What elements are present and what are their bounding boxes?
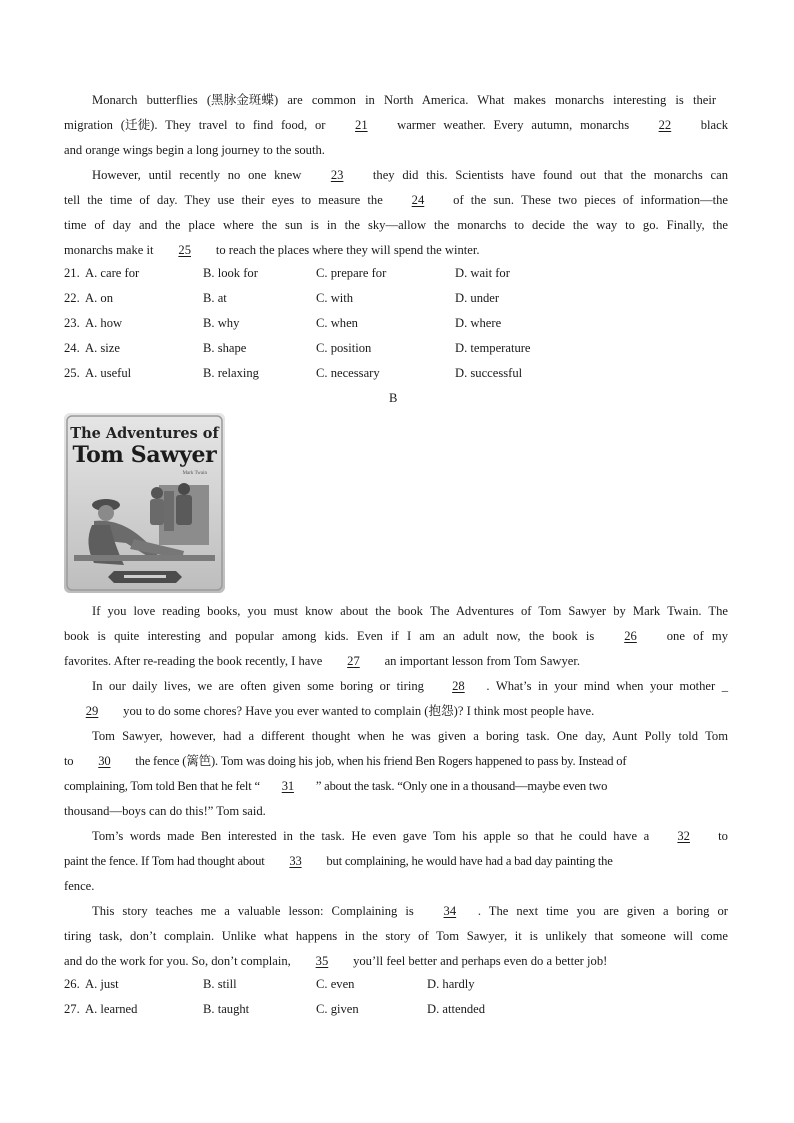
- answer-option-d[interactable]: D. under: [455, 291, 500, 305]
- answer-option-c[interactable]: C. given: [316, 1002, 359, 1016]
- passage-text: the fence (篱笆). Tom was doing his job, when his friend Ben Rogers happened to pass by. Instead of: [132, 754, 627, 768]
- question-number: 25.: [64, 366, 80, 380]
- answer-option-c[interactable]: C. necessary: [316, 366, 380, 380]
- passage-text: However, until recently no one knew: [92, 168, 310, 182]
- answer-option-c[interactable]: C. position: [316, 341, 372, 355]
- book-cover-image: [64, 413, 225, 593]
- passage-text: fence.: [64, 879, 95, 893]
- answer-option-b[interactable]: B. still: [203, 977, 237, 991]
- answer-option-c[interactable]: C. with: [316, 291, 354, 305]
- answer-option-c[interactable]: C. even: [316, 977, 355, 991]
- answer-blank: 27: [347, 654, 360, 668]
- question-number: 27.: [64, 1002, 80, 1016]
- passage-line: [64, 703, 594, 719]
- passage-line: [64, 217, 728, 233]
- passage-text: . The next time you are given a boring or: [477, 904, 728, 918]
- answer-option-b[interactable]: B. look for: [203, 266, 258, 280]
- answer-option-d[interactable]: D. attended: [427, 1002, 486, 1016]
- answer-option-b[interactable]: B. shape: [203, 341, 247, 355]
- answer-option-b[interactable]: B. relaxing: [203, 366, 259, 380]
- passage-line: [64, 778, 607, 794]
- answer-blank: 25: [178, 243, 191, 257]
- passage-line: [92, 92, 716, 108]
- passage-line: [64, 192, 728, 208]
- passage-text: and do the work for you. So, don’t complain,: [64, 954, 294, 968]
- answer-option-c[interactable]: C. when: [316, 316, 358, 330]
- passage-line: [64, 928, 728, 944]
- question-number: 22.: [64, 291, 80, 305]
- answer-blank: 31: [281, 779, 294, 793]
- passage-text: complaining, Tom told Ben that he felt “: [64, 779, 260, 793]
- answer-option-a[interactable]: A. how: [85, 316, 123, 330]
- passage-text: Tom Sawyer, however, had a different thought when he was given a boring task. One day, Aunt Polly told Tom: [92, 729, 728, 743]
- answer-blank: 34: [443, 904, 457, 918]
- answer-option-b[interactable]: B. at: [203, 291, 227, 305]
- passage-line: [92, 603, 728, 619]
- passage-line: [64, 753, 626, 769]
- passage-line: [92, 903, 728, 919]
- passage-text: Tom’s words made Ben interested in the task. He even gave Tom his apple so that he could have a: [92, 829, 656, 843]
- passage-text: paint the fence. If Tom had thought about: [64, 854, 268, 868]
- cover-title-line1: The Adventures of: [70, 425, 219, 442]
- passage-text: migration (迁徙). They travel to find food, or: [64, 118, 334, 132]
- answer-option-d[interactable]: D. where: [455, 316, 502, 330]
- passage-text: an important lesson from Tom Sawyer.: [381, 654, 581, 668]
- answer-option-d[interactable]: D. successful: [455, 366, 523, 380]
- question-row: [64, 316, 664, 332]
- question-row: [64, 366, 664, 382]
- passage-line: [64, 653, 580, 669]
- passage-text: and orange wings begin a long journey to the south.: [64, 143, 325, 157]
- question-row: [64, 977, 664, 993]
- passage-line: [64, 953, 607, 969]
- passage-line: [64, 142, 325, 158]
- passage-line: [92, 828, 728, 844]
- passage-text: This story teaches me a valuable lesson: Complaining is: [92, 904, 422, 918]
- passage-line: [92, 167, 728, 183]
- passage-text: to: [64, 754, 77, 768]
- question-row: [64, 291, 664, 307]
- passage-text: but complaining, he would have had a bad day painting the: [323, 854, 613, 868]
- passage-text: ” about the task. “Only one in a thousand—maybe even two: [315, 779, 608, 793]
- passage-text: to: [711, 829, 728, 843]
- answer-blank: 26: [624, 629, 637, 643]
- passage-text: If you love reading books, you must know about the book The Adventures of Tom Sawyer by Mark Twain. The: [92, 604, 728, 618]
- passage-text: In our daily lives, we are often given some boring or tiring: [92, 679, 431, 693]
- answer-option-a[interactable]: A. on: [85, 291, 113, 305]
- passage-text: monarchs make it: [64, 243, 157, 257]
- answer-blank: 24: [411, 193, 425, 207]
- passage-line: [92, 728, 728, 744]
- passage-line: [64, 117, 728, 133]
- answer-option-d[interactable]: D. wait for: [455, 266, 510, 280]
- passage-text: one of my: [658, 629, 728, 643]
- answer-option-d[interactable]: D. hardly: [427, 977, 475, 991]
- passage-text: black: [692, 118, 728, 132]
- answer-blank: 32: [677, 829, 690, 843]
- passage-text: you’ll feel better and perhaps even do a better job!: [349, 954, 608, 968]
- passage-line: [64, 628, 728, 644]
- question-number: 26.: [64, 977, 80, 991]
- question-row: [64, 1002, 664, 1018]
- passage-line: [92, 678, 728, 694]
- question-number: 24.: [64, 341, 80, 355]
- passage-text: tell the time of day. They use their eyes to measure the: [64, 193, 390, 207]
- answer-option-a[interactable]: A. just: [85, 977, 119, 991]
- answer-option-d[interactable]: D. temperature: [455, 341, 531, 355]
- answer-blank: 21: [355, 118, 368, 132]
- question-row: [64, 266, 664, 282]
- answer-option-b[interactable]: B. why: [203, 316, 240, 330]
- section-b-label: B: [389, 391, 398, 405]
- question-number: 23.: [64, 316, 80, 330]
- answer-option-a[interactable]: A. care for: [85, 266, 140, 280]
- passage-text: thousand—boys can do this!” Tom said.: [64, 804, 266, 818]
- passage-line: [64, 878, 94, 894]
- answer-blank: 30: [98, 754, 111, 768]
- passage-text: book is quite interesting and popular among kids. Even if I am an adult now, the book is: [64, 629, 603, 643]
- passage-line: [64, 242, 480, 258]
- passage-text: favorites. After re-reading the book recently, I have: [64, 654, 326, 668]
- answer-blank: 22: [658, 118, 672, 132]
- answer-blank: 23: [330, 168, 344, 182]
- answer-blank: 28: [452, 679, 465, 693]
- passage-text: they did this. Scientists have found out that the monarchs can: [365, 168, 728, 182]
- answer-option-a[interactable]: A. useful: [85, 366, 132, 380]
- question-row: [64, 341, 664, 357]
- passage-text: of the sun. These two pieces of information—the: [445, 193, 728, 207]
- answer-option-b[interactable]: B. taught: [203, 1002, 250, 1016]
- answer-blank: 35: [315, 954, 329, 968]
- answer-option-a[interactable]: A. learned: [85, 1002, 138, 1016]
- answer-blank: 29: [85, 704, 99, 718]
- passage-text: warmer weather. Every autumn, monarchs: [389, 118, 637, 132]
- cover-author: Mark Twain: [182, 471, 207, 476]
- passage-text: you to do some chores? Have you ever wanted to complain (抱怨)? I think most people have.: [120, 704, 595, 718]
- passage-text: to reach the places where they will spend the winter.: [212, 243, 480, 257]
- passage-line: [64, 803, 266, 819]
- question-number: 21.: [64, 266, 80, 280]
- answer-option-a[interactable]: A. size: [85, 341, 120, 355]
- answer-blank: 33: [289, 854, 302, 868]
- passage-text: time of day and the place where the sun is in the sky—allow the monarchs to decide the way to go. Finally, the: [64, 218, 728, 232]
- passage-line: [64, 853, 613, 869]
- answer-option-c[interactable]: C. prepare for: [316, 266, 387, 280]
- passage-text: Monarch butterflies (黑脉金斑蝶) are common in North America. What makes monarchs interesting is their: [92, 93, 717, 107]
- cover-title-line2: Tom Sawyer: [72, 442, 217, 468]
- passage-text: tiring task, don’t complain. Unlike what happens in the story of Tom Sawyer, it is unlikely that someone will come: [64, 929, 728, 943]
- passage-text: . What’s in your mind when your mother _: [486, 679, 728, 693]
